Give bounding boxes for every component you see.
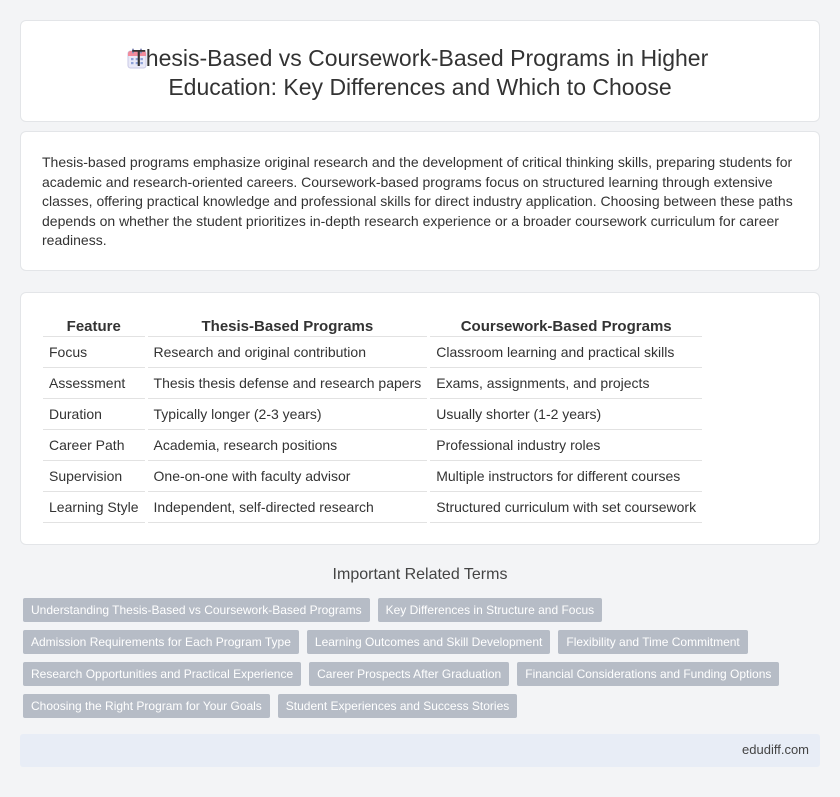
- related-term-link[interactable]: Learning Outcomes and Skill Development: [307, 630, 550, 654]
- table-cell: Supervision: [43, 461, 146, 492]
- table-cell: Multiple instructors for different courses: [429, 461, 702, 492]
- table-cell: Thesis thesis defense and research papers: [146, 368, 429, 399]
- related-terms-list: [23, 598, 803, 718]
- table-row: [43, 461, 702, 492]
- comparison-table: [43, 315, 702, 523]
- table-cell: Classroom learning and practical skills: [429, 337, 702, 368]
- header-thesis: Thesis-Based Programs: [146, 315, 429, 337]
- related-term-link[interactable]: Admission Requirements for Each Program Type: [23, 630, 299, 654]
- table-cell: Independent, self-directed research: [146, 492, 429, 523]
- header-coursework: Coursework-Based Programs: [429, 315, 702, 337]
- page-title: Thesis-Based vs Coursework-Based Programs in Higher Education: Key Differences and Which to Choose: [131, 45, 709, 100]
- related-term-link[interactable]: Choosing the Right Program for Your Goals: [23, 694, 270, 718]
- table-cell: Professional industry roles: [429, 430, 702, 461]
- table-row: [43, 399, 702, 430]
- table-cell: Exams, assignments, and projects: [429, 368, 702, 399]
- title-card: [20, 20, 820, 122]
- related-term-link[interactable]: Research Opportunities and Practical Experience: [23, 662, 301, 686]
- table-row: [43, 337, 702, 368]
- table-cell: Research and original contribution: [146, 337, 429, 368]
- related-term-link[interactable]: Understanding Thesis-Based vs Coursework-Based Programs: [23, 598, 370, 622]
- table-cell: Typically longer (2-3 years): [146, 399, 429, 430]
- table-cell: One-on-one with faculty advisor: [146, 461, 429, 492]
- intro-card: [20, 131, 820, 271]
- table-cell: Usually shorter (1-2 years): [429, 399, 702, 430]
- table-cell: Duration: [43, 399, 146, 430]
- comparison-card: [20, 292, 820, 545]
- related-term-link[interactable]: Career Prospects After Graduation: [309, 662, 509, 686]
- related-term-link[interactable]: Financial Considerations and Funding Options: [517, 662, 779, 686]
- table-cell: Learning Style: [43, 492, 146, 523]
- table-row: [43, 430, 702, 461]
- table-row: [43, 368, 702, 399]
- footer-site-link[interactable]: edudiff.com: [742, 742, 809, 757]
- related-term-link[interactable]: Student Experiences and Success Stories: [278, 694, 517, 718]
- related-term-link[interactable]: Key Differences in Structure and Focus: [378, 598, 603, 622]
- table-header-row: [43, 315, 702, 337]
- table-cell: Focus: [43, 337, 146, 368]
- table-cell: Career Path: [43, 430, 146, 461]
- table-cell: Academia, research positions: [146, 430, 429, 461]
- header-feature: Feature: [43, 315, 146, 337]
- table-cell: Structured curriculum with set coursework: [429, 492, 702, 523]
- related-term-link[interactable]: Flexibility and Time Commitment: [558, 630, 747, 654]
- table-row: [43, 492, 702, 523]
- footer-bar: [20, 734, 820, 767]
- intro-paragraph: Thesis-based programs emphasize original research and the development of critical thinking skills, preparing students for academic and research-oriented careers. Coursework-based programs focus on structured learning through extensive classes, offering practical knowledge and professional skills for direct industry application. Choosing between these paths depends on whether the student prioritizes in-depth research experience or a broader coursework curriculum for career readiness.: [42, 154, 793, 249]
- related-terms-title: Important Related Terms: [332, 566, 508, 583]
- table-cell: Assessment: [43, 368, 146, 399]
